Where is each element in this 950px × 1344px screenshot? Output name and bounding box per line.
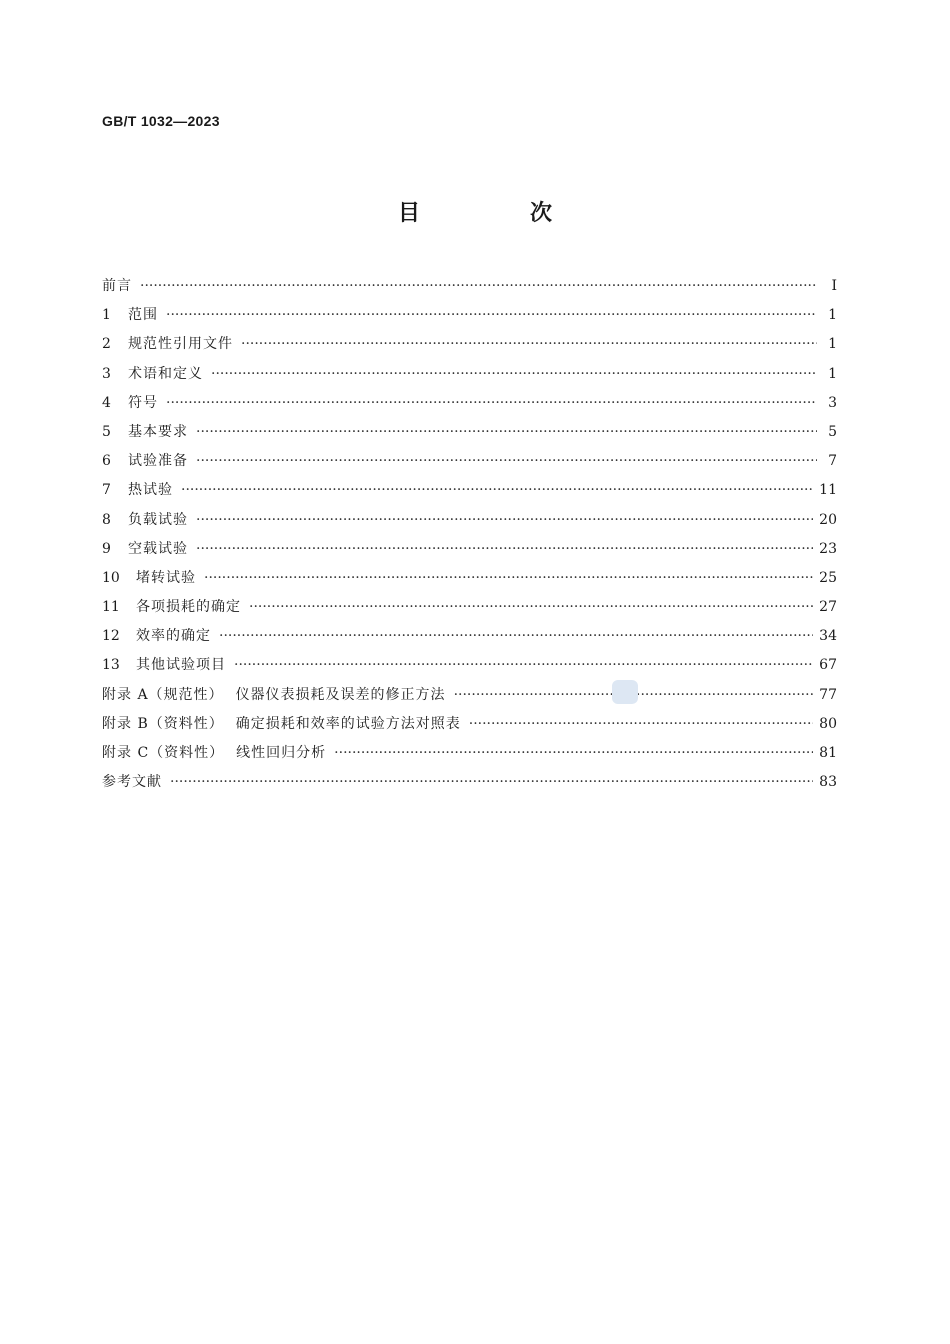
toc-leader-dots <box>234 651 813 680</box>
toc-leader-dots <box>211 360 817 389</box>
toc-leader-dots <box>196 447 817 476</box>
toc-leader-dots <box>219 622 813 651</box>
toc-page-number: 77 <box>819 686 837 703</box>
toc-item-annex-c[interactable]: 附录 C（资料性） 线性回归分析 ····· 81 <box>102 739 837 768</box>
toc-item-2[interactable]: 2 规范性引用文件 ····· 1 <box>102 330 837 359</box>
toc-leader-dots <box>166 389 817 418</box>
toc-leader-dots <box>469 710 813 739</box>
toc-page-number: 81 <box>819 745 837 761</box>
table-of-contents <box>102 272 837 797</box>
watermark-logo <box>612 680 638 704</box>
toc-page-number: 5 <box>828 423 837 440</box>
toc-item-bibliography[interactable]: 参考文献 ····· 83 <box>102 768 837 797</box>
toc-page-number: 83 <box>819 774 837 791</box>
page-title: 目 次 <box>397 201 596 226</box>
toc-item-9[interactable]: 9 空载试验 ····· 23 <box>102 535 837 564</box>
toc-item-1[interactable]: 1 范围 ····· 1 <box>102 301 837 330</box>
toc-item-10[interactable]: 10 堵转试验 ····· 25 <box>102 564 837 593</box>
toc-page-number: 25 <box>819 569 837 586</box>
toc-page-number: 20 <box>819 511 837 528</box>
toc-leader-dots <box>170 768 813 797</box>
toc-item-12[interactable]: 12 效率的确定 ····· 34 <box>102 622 837 651</box>
toc-item-11[interactable]: 11 各项损耗的确定 ····· 27 <box>102 593 837 622</box>
toc-page-number: 1 <box>828 365 837 382</box>
toc-item-8[interactable]: 8 负载试验 ····· 20 <box>102 506 837 535</box>
toc-page-number: 67 <box>819 657 837 674</box>
toc-page-number: 3 <box>828 394 837 411</box>
toc-item-7[interactable]: 7 热试验 ····· 11 <box>102 476 837 505</box>
toc-page-number: 34 <box>819 628 837 645</box>
toc-leader-dots <box>166 301 817 330</box>
toc-leader-dots <box>334 739 813 768</box>
toc-item-6[interactable]: 6 试验准备 ····· 7 <box>102 447 837 476</box>
toc-page-number: 27 <box>819 599 837 616</box>
toc-page-number: 1 <box>828 336 837 353</box>
toc-page-number: Ⅰ <box>831 278 837 294</box>
toc-leader-dots <box>196 535 813 564</box>
toc-item-annex-b[interactable]: 附录 B（资料性） 确定损耗和效率的试验方法对照表 ····· 80 <box>102 710 837 739</box>
toc-item-4[interactable]: 4 符号 ····· 3 <box>102 389 837 418</box>
toc-leader-dots <box>196 418 817 447</box>
standard-code: GB/T 1032—2023 <box>102 113 220 129</box>
toc-item-13[interactable]: 13 其他试验项目 ····· 67 <box>102 651 837 680</box>
toc-item-3[interactable]: 3 术语和定义 ····· 1 <box>102 360 837 389</box>
toc-page-number: 23 <box>819 540 837 557</box>
toc-leader-dots <box>204 564 813 593</box>
toc-item-foreword[interactable]: 前言 ····· Ⅰ <box>102 272 837 301</box>
toc-leader-dots <box>196 506 813 535</box>
toc-item-annex-a[interactable]: 附录 A（规范性） 仪器仪表损耗及误差的修正方法 ····· 77 <box>102 681 837 710</box>
toc-leader-dots <box>181 476 813 505</box>
toc-page-number: 80 <box>819 715 837 732</box>
toc-leader-dots <box>140 272 817 301</box>
toc-item-5[interactable]: 5 基本要求 ····· 5 <box>102 418 837 447</box>
toc-page-number: 7 <box>828 453 837 470</box>
toc-page-number: 11 <box>819 482 837 499</box>
toc-leader-dots <box>241 330 817 359</box>
toc-leader-dots <box>249 593 813 622</box>
toc-page-number: 1 <box>828 307 837 324</box>
